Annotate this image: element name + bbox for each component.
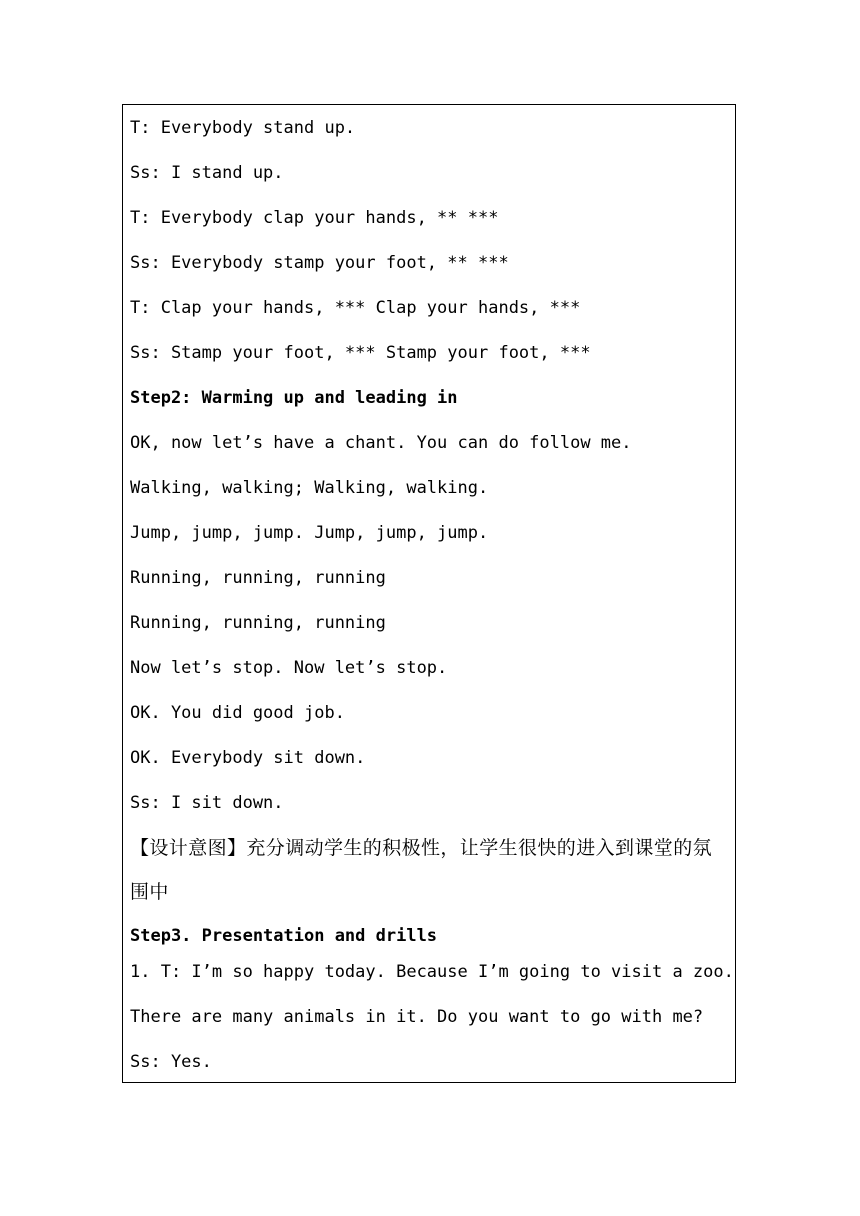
dialogue-line: OK. You did good job. <box>130 703 345 723</box>
dialogue-line: T: Clap your hands, *** Clap your hands, *** <box>130 298 581 318</box>
step-heading: Step2: Warming up and leading in <box>130 388 458 408</box>
dialogue-line: Ss: Yes. <box>130 1052 212 1072</box>
design-intent-note: 【设计意图】充分调动学生的积极性，让学生很快的进入到课堂的氛 <box>130 837 713 859</box>
dialogue-line: 1. T: I’m so happy today. Because I’m going to visit a zoo. <box>130 962 734 982</box>
dialogue-line: T: Everybody stand up. <box>130 118 356 138</box>
dialogue-line: OK. Everybody sit down. <box>130 748 366 768</box>
chant-line: Running, running, running <box>130 568 386 588</box>
chant-line: Running, running, running <box>130 613 386 633</box>
dialogue-line: There are many animals in it. Do you want to go with me? <box>130 1007 704 1027</box>
dialogue-line: OK, now let’s have a chant. You can do follow me. <box>130 433 632 453</box>
design-intent-note: 围中 <box>130 881 169 903</box>
dialogue-line: Ss: I sit down. <box>130 793 284 813</box>
dialogue-line: T: Everybody clap your hands, ** *** <box>130 208 499 228</box>
chant-line: Now let’s stop. Now let’s stop. <box>130 658 448 678</box>
chant-line: Walking, walking; Walking, walking. <box>130 478 489 498</box>
step-heading: Step3. Presentation and drills <box>130 926 438 946</box>
dialogue-line: Ss: I stand up. <box>130 163 284 183</box>
chant-line: Jump, jump, jump. Jump, jump, jump. <box>130 523 489 543</box>
dialogue-line: Ss: Stamp your foot, *** Stamp your foot, *** <box>130 343 591 363</box>
dialogue-line: Ss: Everybody stamp your foot, ** *** <box>130 253 509 273</box>
